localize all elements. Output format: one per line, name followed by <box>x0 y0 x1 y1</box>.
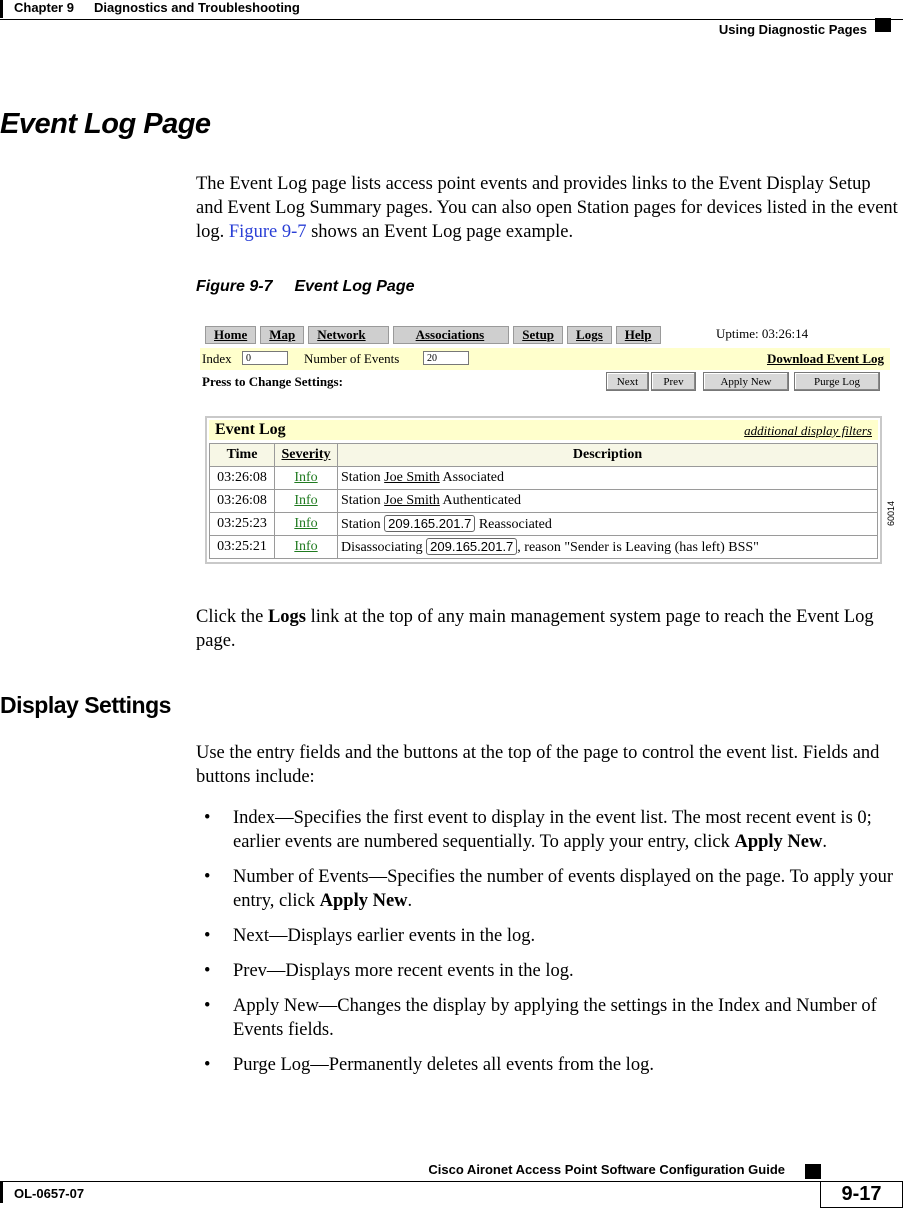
running-header-section: Using Diagnostic Pages <box>718 22 867 37</box>
intro-paragraph <box>196 172 901 244</box>
desc-text: Station <box>341 470 385 485</box>
bullet-icon: • <box>204 961 211 981</box>
nav-map[interactable]: Map <box>260 326 304 344</box>
desc-text: Station <box>341 493 385 508</box>
nav-logs[interactable]: Logs <box>567 326 612 344</box>
event-log-title: Event Log <box>215 421 286 438</box>
figure-caption <box>196 278 415 296</box>
nav-associations[interactable]: Associations <box>393 326 510 344</box>
settings-list <box>196 806 901 1088</box>
bullet-icon: • <box>204 926 211 946</box>
list-item <box>196 959 901 983</box>
list-item <box>196 924 901 948</box>
list-item-bold: Apply New <box>734 832 823 852</box>
list-item-text: Prev—Displays more recent events in the log. <box>233 961 574 981</box>
list-item-end: . <box>822 832 827 852</box>
bullet-icon: • <box>204 808 211 828</box>
list-item <box>196 806 901 854</box>
index-input[interactable]: 0 <box>242 351 288 365</box>
event-table <box>209 443 878 559</box>
table-header-row <box>210 444 878 467</box>
event-log-figure <box>200 320 903 570</box>
cell-description <box>338 490 878 513</box>
nav-home[interactable]: Home <box>205 326 256 344</box>
bullet-icon: • <box>204 996 211 1016</box>
table-row <box>210 513 878 536</box>
nav-setup[interactable]: Setup <box>513 326 563 344</box>
event-log-title-bar <box>209 420 878 440</box>
list-item <box>196 1053 901 1077</box>
nav-network[interactable]: Network <box>308 326 388 344</box>
list-item-text: Purge Log—Permanently deletes all events from the log. <box>233 1055 654 1075</box>
cell-description <box>338 513 878 536</box>
list-item <box>196 994 901 1042</box>
press-label: Press to Change Settings: <box>202 374 343 389</box>
cell-time: 03:26:08 <box>210 490 275 513</box>
click-text: Click the <box>196 607 268 627</box>
footer-left-bar <box>0 1181 3 1203</box>
next-button[interactable]: Next <box>606 372 649 391</box>
click-text-end: link at the top of any main management system page to reach the Event Log page. <box>196 607 874 651</box>
list-item-text: Apply New—Changes the display by applying the settings in the Index and Number of Events fields. <box>233 996 877 1040</box>
cell-time: 03:26:08 <box>210 467 275 490</box>
chapter-title: Diagnostics and Troubleshooting <box>93 0 300 15</box>
table-row <box>210 536 878 559</box>
footer-rule <box>0 1181 903 1182</box>
figure-id: 60014 <box>886 500 896 526</box>
click-paragraph <box>196 605 901 653</box>
table-row <box>210 490 878 513</box>
station-ip-link[interactable]: 209.165.201.7 <box>384 515 475 532</box>
events-input[interactable]: 20 <box>423 351 469 365</box>
header-left-bar <box>0 0 3 18</box>
running-header-chapter <box>14 0 300 15</box>
desc-text-end: Reassociated <box>475 517 552 532</box>
list-item-end: . <box>407 891 413 911</box>
apply-new-button[interactable]: Apply New <box>703 372 789 391</box>
cell-severity[interactable]: Info <box>275 490 338 513</box>
purge-log-button[interactable]: Purge Log <box>794 372 880 391</box>
col-time: Time <box>210 444 275 467</box>
list-item-text: Number of Events—Specifies the number of events displayed on the page. To apply your entry, click <box>233 867 894 911</box>
bullet-icon: • <box>204 1055 211 1075</box>
station-ip-link[interactable]: 209.165.201.7 <box>426 538 517 555</box>
index-label: Index <box>202 351 232 366</box>
col-description: Description <box>338 444 878 467</box>
cell-severity[interactable]: Info <box>275 536 338 559</box>
cell-time: 03:25:21 <box>210 536 275 559</box>
cell-time: 03:25:23 <box>210 513 275 536</box>
display-filters-link[interactable]: additional display filters <box>744 423 872 438</box>
list-item-text: Next—Displays earlier events in the log. <box>233 926 536 946</box>
intro-text-end: shows an Event Log page example. <box>306 222 574 242</box>
list-item-text: Index—Specifies the first event to display in the event list. The most recent event is 0; earlier events are numbered sequentially. To apply your entry, click <box>233 808 872 852</box>
cell-severity[interactable]: Info <box>275 467 338 490</box>
page-number: 9-17 <box>820 1181 903 1208</box>
col-severity[interactable]: Severity <box>275 444 338 467</box>
footer-block <box>805 1164 821 1179</box>
desc-text-end: Authenticated <box>439 493 522 508</box>
cell-severity[interactable]: Info <box>275 513 338 536</box>
section-heading: Display Settings <box>0 692 171 718</box>
footer-doc-number: OL-0657-07 <box>14 1186 85 1201</box>
table-row <box>210 467 878 490</box>
station-link[interactable]: Joe Smith <box>384 470 440 485</box>
download-event-log-link[interactable]: Download Event Log <box>766 351 884 366</box>
figure-number: Figure 9-7 <box>196 278 273 295</box>
settings-paragraph: Use the entry fields and the buttons at the top of the page to control the event list. Fields and buttons include: <box>196 743 880 787</box>
cell-description <box>338 536 878 559</box>
settings-row <box>200 348 890 370</box>
list-item-bold: Apply New <box>319 891 408 911</box>
uptime-readout: Uptime: 03:26:14 <box>716 326 809 341</box>
figure-link[interactable]: Figure 9-7 <box>228 222 307 242</box>
figure-title: Event Log Page <box>294 278 415 295</box>
header-block <box>875 18 891 32</box>
click-bold: Logs <box>267 607 306 627</box>
intro-text: The Event Log page lists access point events and provides links to the Event Display Setup and Event Log Summary pages. You can also open Station pages for devices listed in the event log. <box>196 174 898 242</box>
cell-description <box>338 467 878 490</box>
prev-button[interactable]: Prev <box>651 372 696 391</box>
footer-guide-title: Cisco Aironet Access Point Software Configuration Guide <box>428 1162 785 1177</box>
header-rule <box>0 19 903 20</box>
nav-help[interactable]: Help <box>616 326 661 344</box>
desc-text: Disassociating <box>341 540 427 555</box>
event-log-panel <box>205 416 882 564</box>
chapter-number: Chapter 9 <box>14 0 74 15</box>
desc-text: Station <box>341 517 385 532</box>
page-heading: Event Log Page <box>0 108 211 140</box>
nav-bar <box>205 326 661 344</box>
bullet-icon: • <box>204 867 211 887</box>
list-item <box>196 865 901 913</box>
station-link[interactable]: Joe Smith <box>384 493 440 508</box>
events-label: Number of Events <box>304 351 400 366</box>
desc-text-end: , reason "Sender is Leaving (has left) BSS" <box>517 540 759 555</box>
desc-text-end: Associated <box>439 470 504 485</box>
